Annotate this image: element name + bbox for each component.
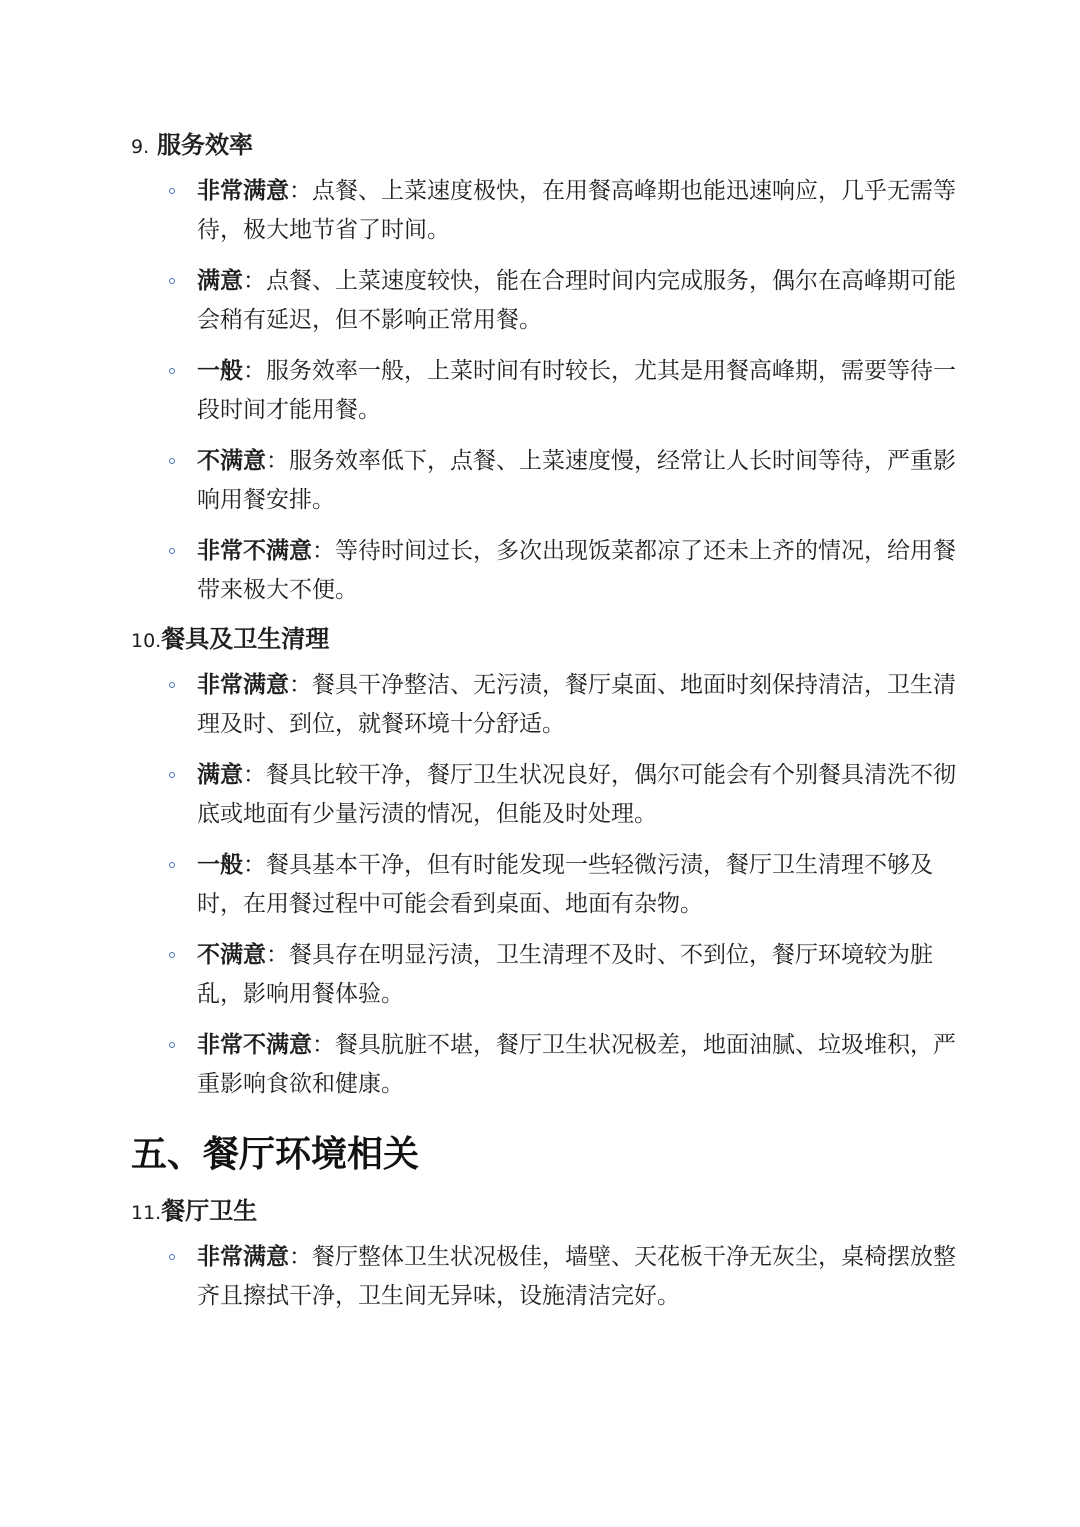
list-item: [197, 532, 960, 610]
bullet-circle-icon: [169, 278, 175, 284]
list-item: [197, 666, 960, 744]
option-text: 服务效率低下，点餐、上菜速度慢，经常让人长时间等待，严重影响用餐安排。: [197, 448, 956, 513]
option-label: 一般: [197, 358, 243, 384]
question-title: [131, 622, 960, 656]
option-label: 非常不满意: [197, 538, 312, 564]
question-9: [131, 128, 960, 610]
option-list: [131, 666, 960, 1104]
option-text: 餐具基本干净，但有时能发现一些轻微污渍，餐厅卫生清理不够及时，在用餐过程中可能会看到桌面、地面有杂物。: [197, 852, 933, 917]
question-11: [131, 1194, 960, 1316]
option-separator: ：: [266, 448, 289, 474]
option-label: 非常不满意: [197, 1032, 312, 1058]
list-item: [197, 172, 960, 250]
option-label: 非常满意: [197, 1244, 289, 1270]
list-item: [197, 352, 960, 430]
bullet-circle-icon: [169, 952, 175, 958]
option-label: 满意: [197, 268, 243, 294]
option-text: 餐厅整体卫生状况极佳，墙壁、天花板干净无灰尘，桌椅摆放整齐且擦拭干净，卫生间无异味，设施清洁完好。: [197, 1244, 956, 1309]
bullet-circle-icon: [169, 188, 175, 194]
question-number: 9.: [131, 136, 150, 158]
option-text: 餐具比较干净，餐厅卫生状况良好，偶尔可能会有个别餐具清洗不彻底或地面有少量污渍的情况，但能及时处理。: [197, 762, 956, 827]
list-item: [197, 756, 960, 834]
section-heading: 五、餐厅环境相关: [131, 1134, 420, 1175]
option-text: 点餐、上菜速度极快，在用餐高峰期也能迅速响应，几乎无需等待，极大地节省了时间。: [197, 178, 956, 243]
list-item: [197, 1238, 960, 1316]
option-label: 非常满意: [197, 672, 289, 698]
option-separator: ：: [289, 672, 312, 698]
question-title-text: 餐具及卫生清理: [161, 625, 330, 653]
option-separator: ：: [312, 538, 335, 564]
bullet-circle-icon: [169, 1254, 175, 1260]
list-item: [197, 846, 960, 924]
bullet-circle-icon: [169, 682, 175, 688]
option-separator: ：: [266, 942, 289, 968]
option-separator: ：: [289, 178, 312, 204]
bullet-circle-icon: [169, 548, 175, 554]
option-label: 非常满意: [197, 178, 289, 204]
bullet-circle-icon: [169, 458, 175, 464]
option-text: 餐具干净整洁、无污渍，餐厅桌面、地面时刻保持清洁，卫生清理及时、到位，就餐环境十分舒适。: [197, 672, 956, 737]
question-number: 11.: [131, 1202, 162, 1224]
bullet-circle-icon: [169, 1042, 175, 1048]
option-text: 餐具肮脏不堪，餐厅卫生状况极差，地面油腻、垃圾堆积，严重影响食欲和健康。: [197, 1032, 956, 1097]
list-item: [197, 936, 960, 1014]
option-text: 等待时间过长，多次出现饭菜都凉了还未上齐的情况，给用餐带来极大不便。: [197, 538, 956, 603]
option-label: 不满意: [197, 448, 266, 474]
question-title: [131, 1194, 960, 1228]
option-label: 不满意: [197, 942, 266, 968]
option-list: [131, 172, 960, 610]
question-title-text: 餐厅卫生: [161, 1197, 258, 1225]
list-item: [197, 262, 960, 340]
option-separator: ：: [243, 358, 266, 384]
option-separator: ：: [243, 762, 266, 788]
option-separator: ：: [289, 1244, 312, 1270]
bullet-circle-icon: [169, 368, 175, 374]
bullet-circle-icon: [169, 862, 175, 868]
question-title: [131, 128, 960, 162]
option-label: 满意: [197, 762, 243, 788]
option-list: [131, 1238, 960, 1316]
option-separator: ：: [243, 268, 266, 294]
list-item: [197, 442, 960, 520]
option-separator: ：: [312, 1032, 335, 1058]
option-text: 餐具存在明显污渍，卫生清理不及时、不到位，餐厅环境较为脏乱，影响用餐体验。: [197, 942, 933, 1007]
question-number: 10.: [131, 630, 162, 652]
question-10: [131, 622, 960, 1104]
bullet-circle-icon: [169, 772, 175, 778]
option-separator: ：: [243, 852, 266, 878]
option-text: 服务效率一般，上菜时间有时较长，尤其是用餐高峰期，需要等待一段时间才能用餐。: [197, 358, 956, 423]
question-title-text: 服务效率: [157, 131, 253, 159]
option-label: 一般: [197, 852, 243, 878]
option-text: 点餐、上菜速度较快，能在合理时间内完成服务，偶尔在高峰期可能会稍有延迟，但不影响正常用餐。: [197, 268, 956, 333]
list-item: [197, 1026, 960, 1104]
